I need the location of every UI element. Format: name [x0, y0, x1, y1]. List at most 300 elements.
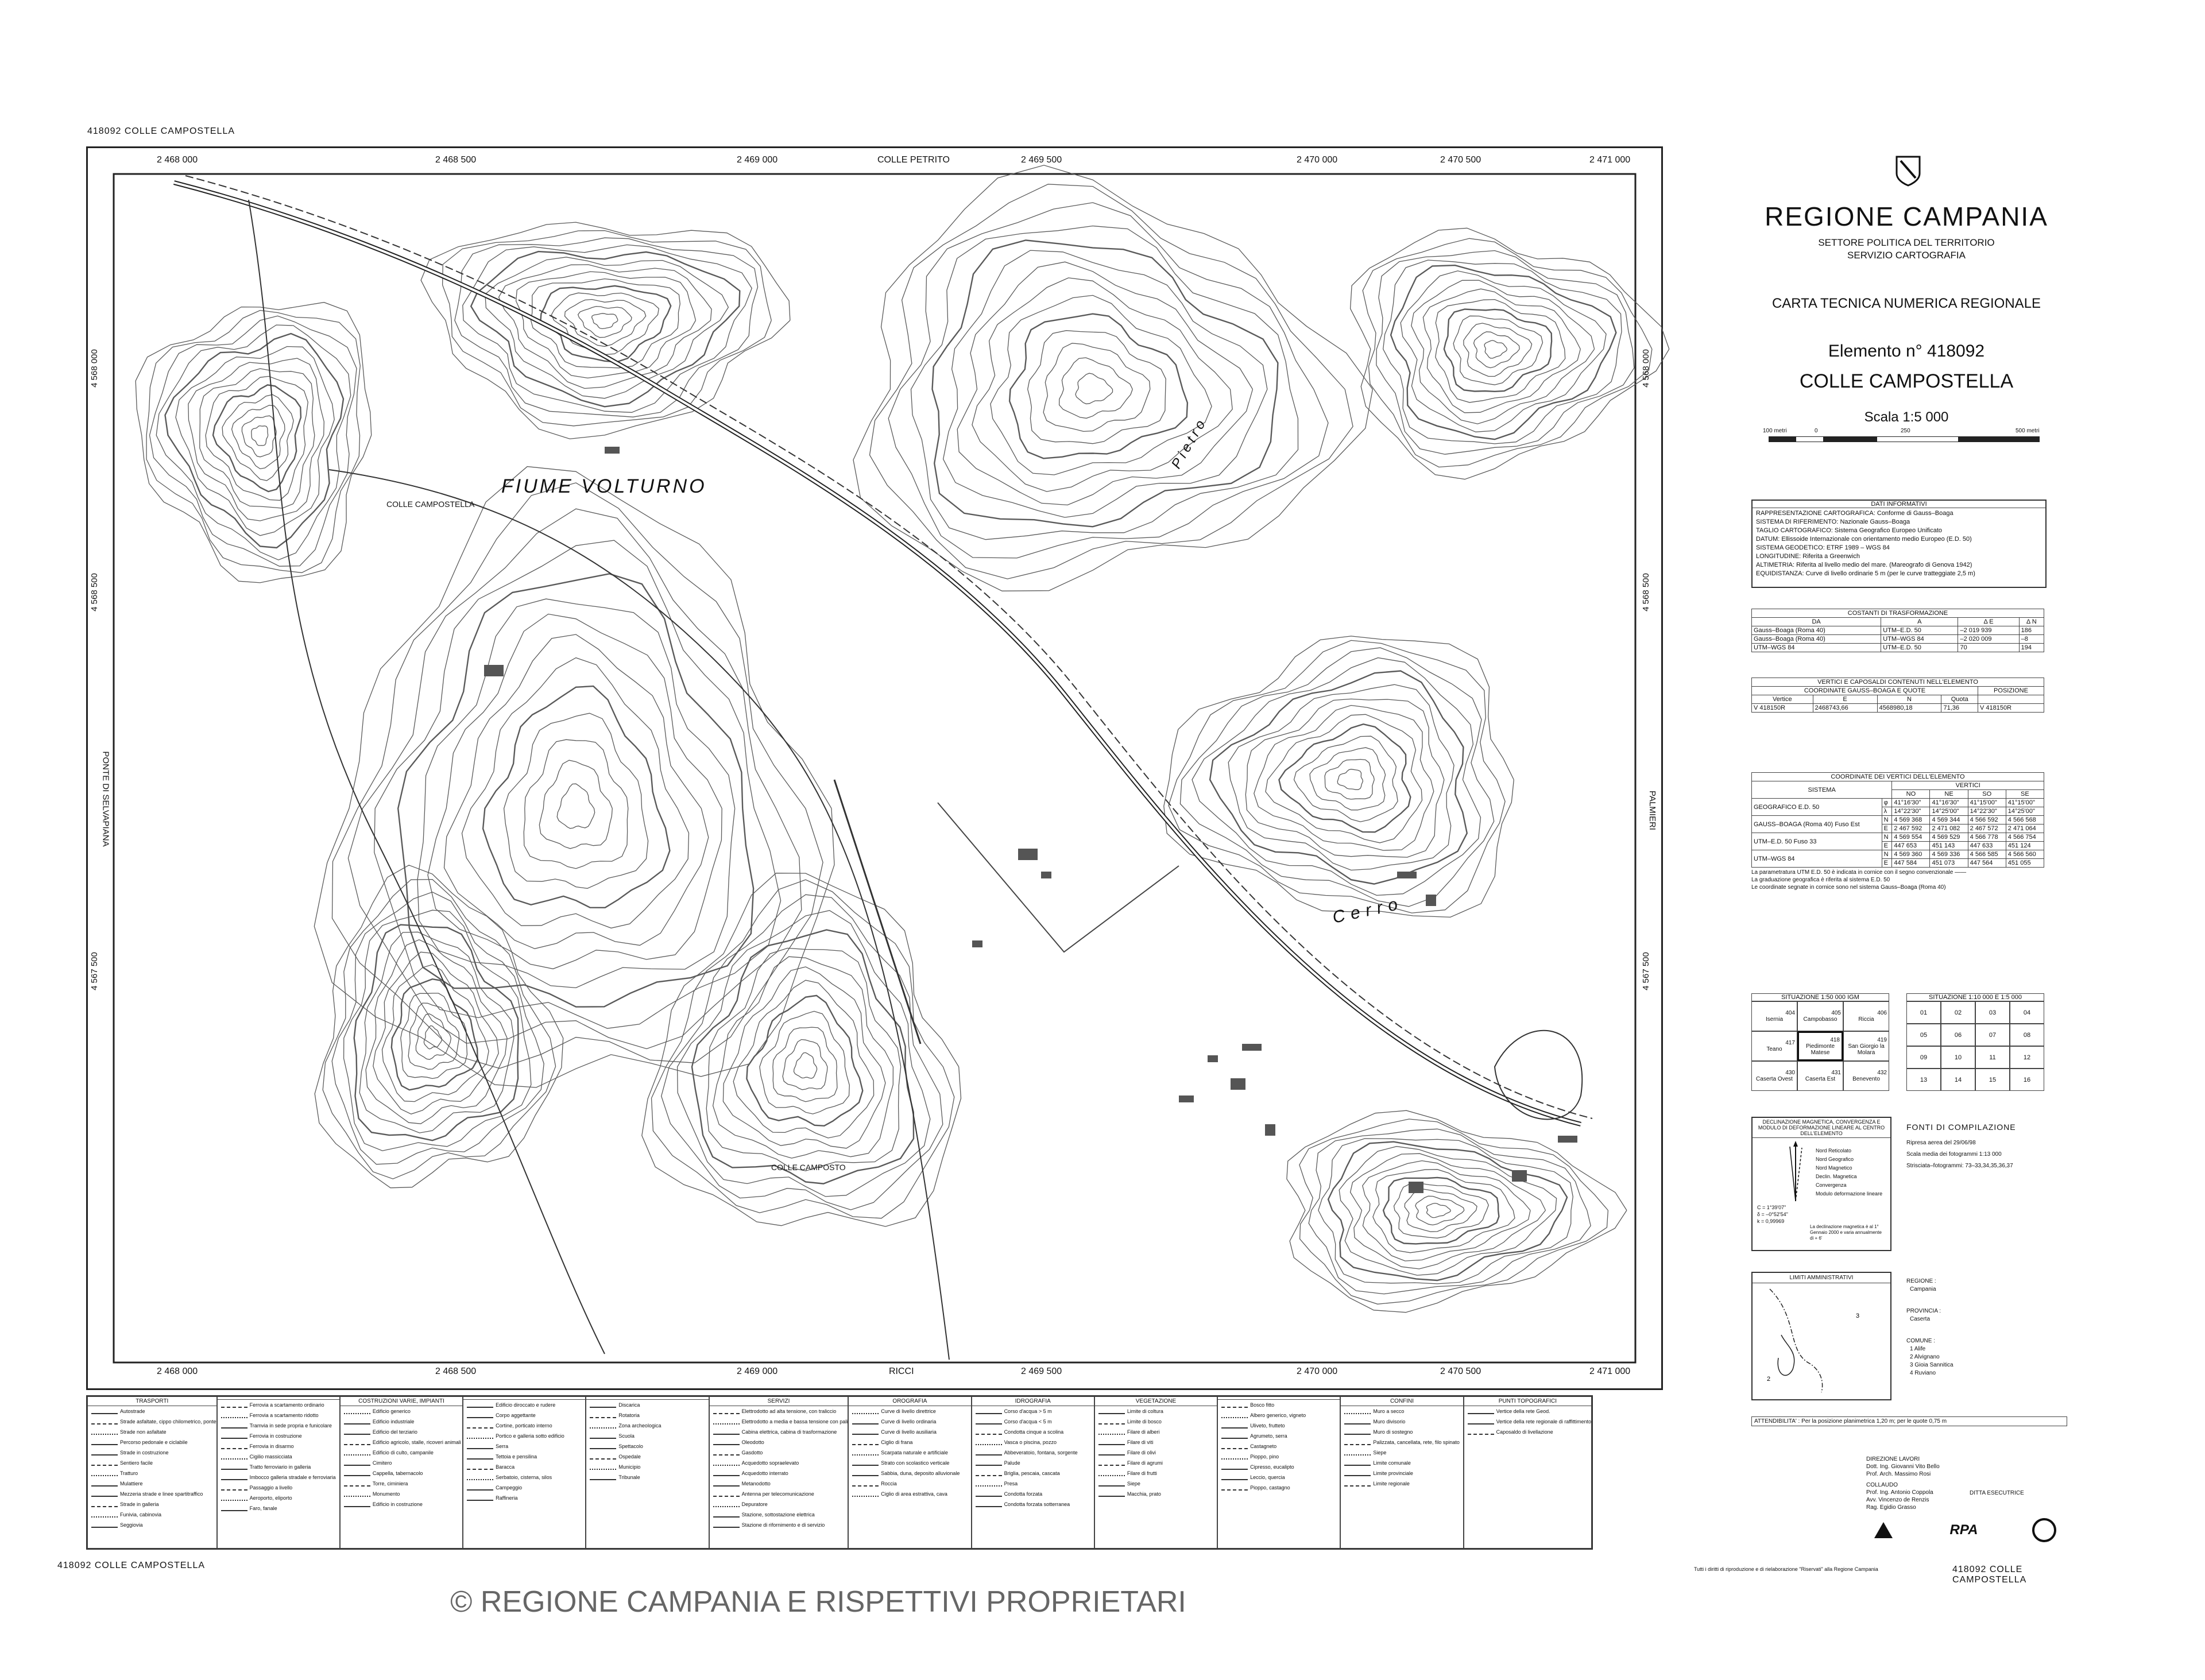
contour-line [1009, 314, 1187, 459]
legend-item [1341, 1478, 1463, 1489]
grid-label: 4 567 500 [1641, 952, 1651, 990]
sheet-cell[interactable]: 05 [1906, 1024, 1941, 1046]
svg-text:2: 2 [1767, 1376, 1771, 1383]
legend-symbol [1221, 1485, 1248, 1491]
grid-label: 2 469 500 [1021, 1367, 1062, 1376]
legend-label: Cappella, tabernacolo [372, 1470, 423, 1476]
legend-item [586, 1472, 708, 1482]
table-cell: 447 653 [1892, 842, 1930, 850]
legend-label: Edificio di culto, campanile [372, 1450, 434, 1456]
legend-symbol [590, 1474, 616, 1480]
table-header: NO [1892, 790, 1930, 799]
legend-symbol [590, 1454, 616, 1460]
table-cell: 41°15'00" [2006, 799, 2044, 807]
map-sheet[interactable] [86, 146, 1663, 1390]
legend-item [710, 1416, 848, 1427]
sheet-cell[interactable] [1797, 1001, 1843, 1031]
sheet-number: 418 [1830, 1036, 1840, 1043]
legend-symbol [1221, 1433, 1248, 1439]
comune-item: 1 Alife [1910, 1346, 1926, 1352]
declination-legend-item: Nord Magnetico [1816, 1165, 1852, 1171]
legend-item [586, 1441, 708, 1451]
table-cell: 41°16'30" [1930, 799, 1968, 807]
legend-symbol [467, 1464, 493, 1470]
contour-line [723, 967, 885, 1148]
info-line: ALTIMETRIA: Riferita al livello medio del mare. (Mareografo di Genova 1942) [1756, 562, 1972, 568]
sheet-cell[interactable]: 10 [1941, 1046, 1975, 1069]
legend-symbol [590, 1443, 616, 1449]
legend-label: Acquedotto interrato [741, 1470, 788, 1476]
sheet-name: Piedimonte Matese [1805, 1043, 1835, 1056]
legend-label: Elettrodotto a media e bassa tensione con pali [741, 1419, 848, 1424]
legend-symbol [91, 1470, 118, 1476]
sheet-name: Campobasso [1803, 1016, 1838, 1023]
contour-line [206, 376, 308, 500]
legend-item [586, 1462, 708, 1472]
axis-cell: N [1882, 850, 1892, 859]
legend-column-title: VEGETAZIONE [1095, 1397, 1217, 1406]
axis-cell: N [1882, 816, 1892, 824]
legend-label: Sentiero facile [120, 1460, 153, 1466]
table-cell: 2468743,66 [1813, 704, 1877, 713]
contour-line [870, 184, 1353, 579]
sheet-number: 431 [1831, 1070, 1841, 1076]
legend-label: Ferrovia in disarmo [249, 1443, 294, 1449]
legend-label: Presa [1004, 1481, 1018, 1487]
sheet-cell[interactable]: 02 [1941, 1001, 1975, 1024]
legend-symbol [344, 1429, 370, 1435]
legend-symbol [344, 1439, 370, 1445]
legend-label: Curve di livello direttrice [881, 1408, 936, 1414]
credit-name: Dott. Ing. Giovanni Vito Bello [1866, 1464, 1940, 1470]
declination-legend-item: Nord Reticolato [1816, 1148, 1852, 1153]
legend-symbol [976, 1470, 1002, 1476]
legend-item [972, 1416, 1094, 1427]
table-cell: UTM–WGS 84 [1752, 644, 1881, 652]
legend-symbol [1098, 1439, 1125, 1445]
grid-label: 4 568 500 [89, 573, 99, 611]
legend-item [972, 1458, 1094, 1468]
credit-name: Avv. Vincenzo de Renzis [1866, 1497, 1929, 1503]
legend-column-title: OROGRAFIA [849, 1397, 970, 1406]
legend-symbol [344, 1481, 370, 1487]
declination-legend-item: Declin. Magnetica [1816, 1174, 1857, 1179]
situation-50k [1751, 993, 1889, 1091]
contractor-logo-2: RPA [1949, 1522, 1978, 1538]
credit-name: Prof. Ing. Antonio Coppola [1866, 1489, 1933, 1496]
system-cell: GEOGRAFICO E.D. 50 [1752, 799, 1882, 816]
info-lines [1753, 508, 2045, 579]
legend-item [849, 1478, 970, 1489]
legend-label: Cortine, porticato interno [496, 1423, 552, 1429]
table-cell: Gauss–Boaga (Roma 40) [1752, 626, 1881, 635]
legend-symbol [1221, 1423, 1248, 1429]
legend-item [1341, 1406, 1463, 1416]
table-cell: 4 566 778 [1968, 833, 2006, 842]
contour-line [1059, 358, 1133, 418]
contour-line [541, 286, 671, 362]
contour-line [1484, 340, 1507, 358]
table-cell: V 418150R [1978, 704, 2044, 713]
legend-label: Raffineria [496, 1495, 518, 1501]
comune-label: COMUNE : [1906, 1338, 1935, 1344]
sheet-cell[interactable]: 03 [1975, 1001, 2010, 1024]
legend-label: Rotatoria [618, 1412, 640, 1418]
legend-item [586, 1410, 708, 1420]
legend-label: Curve di livello ausiliaria [881, 1429, 937, 1435]
building [1231, 1078, 1245, 1090]
sheet-cell[interactable]: 13 [1906, 1069, 1941, 1091]
info-line: LONGITUDINE: Riferita a Greenwich [1756, 553, 1860, 560]
vertices-position: POSIZIONE [1978, 687, 2044, 695]
legend-symbol [1221, 1474, 1248, 1480]
sheet-cell[interactable] [1797, 1061, 1843, 1091]
legend-item [1095, 1468, 1217, 1478]
legend-label: Serra [496, 1443, 509, 1449]
legend-item [710, 1447, 848, 1458]
svg-text:3: 3 [1856, 1313, 1860, 1319]
declination-box [1751, 1117, 1891, 1251]
table-cell: 4 566 568 [2006, 816, 2044, 824]
grid-label: 2 469 000 [737, 155, 778, 165]
table-row [1752, 816, 2044, 824]
legend-label: Tribunale [618, 1474, 640, 1480]
contour-line [783, 1040, 827, 1090]
sheet-cell[interactable]: 04 [2010, 1001, 2044, 1024]
contour-line [1444, 309, 1552, 392]
legend-item [341, 1406, 462, 1416]
legend-symbol [467, 1485, 493, 1491]
legend-label: Condotta cinque a scolina [1004, 1429, 1064, 1435]
contour-line [592, 313, 618, 329]
sheet-cell[interactable] [1843, 1031, 1889, 1061]
contour-line [972, 278, 1232, 491]
accuracy-note: ATTENDIBILITA' : Per la posizione planimetrica 1,20 m; per le quote 0,75 m [1751, 1416, 2067, 1426]
building [1265, 1124, 1275, 1136]
legend-item [218, 1441, 339, 1451]
legend-symbol [221, 1485, 247, 1491]
table-cell: 14°22'30" [1892, 807, 1930, 816]
legend-column [1464, 1396, 1592, 1549]
legend-label: Scarpata naturale e artificiale [881, 1450, 948, 1456]
contour-line [1192, 658, 1481, 896]
legend-label: Curve di livello ordinaria [881, 1419, 937, 1424]
table-row [1752, 799, 2044, 807]
legend-symbol [713, 1522, 740, 1528]
table-cell: 4568980,18 [1877, 704, 1941, 713]
contour-line [1436, 300, 1565, 402]
sheet-cell[interactable]: 01 [1906, 1001, 1941, 1024]
table-header: Δ E [1958, 618, 2019, 626]
grid-label: 2 468 000 [157, 155, 198, 165]
legend-symbol [1344, 1419, 1371, 1424]
sheet-cell[interactable]: 11 [1975, 1046, 2010, 1069]
legend-label: Macchia, prato [1127, 1491, 1161, 1497]
legend-symbol [91, 1408, 118, 1414]
sheet-cell[interactable] [1797, 1031, 1843, 1061]
table-cell: 41°15'00" [1968, 799, 2006, 807]
legend-symbol [91, 1439, 118, 1445]
legend-label: Mulattiere [120, 1481, 143, 1487]
scale-label: Scala 1:5 000 [1864, 409, 1949, 425]
declination-value: k = 0,99969 [1757, 1218, 1785, 1224]
legend-item [1464, 1427, 1591, 1437]
table-cell: UTM–E.D. 50 [1881, 644, 1958, 652]
sheet-cell[interactable] [1843, 1001, 1889, 1031]
coords-notes [1751, 869, 2044, 891]
legend-label: Passaggio a livello [249, 1485, 293, 1491]
legend-item [341, 1437, 462, 1447]
legend-label: Torre, ciminiera [372, 1481, 408, 1487]
legend-symbol [467, 1454, 493, 1460]
table-cell: –2 019 939 [1958, 626, 2019, 635]
legend-label: Discarica [618, 1402, 640, 1408]
grid-label: 2 470 000 [1297, 155, 1338, 165]
legend-item [88, 1509, 216, 1520]
legend-item [710, 1509, 848, 1520]
legend-symbol [976, 1460, 1002, 1466]
legend-label: Edificio in costruzione [372, 1501, 423, 1507]
grid-label: 4 568 000 [89, 349, 99, 388]
legend-symbol [590, 1402, 616, 1408]
table-row [1752, 773, 2044, 781]
legend-symbol [1098, 1408, 1125, 1414]
axis-cell: E [1882, 859, 1892, 868]
sheet-number: 417 [1785, 1040, 1795, 1046]
legend-symbol [976, 1439, 1002, 1445]
legend-label: Antenna per telecomunicazione [741, 1491, 814, 1497]
credit-name: Prof. Arch. Massimo Rosi [1866, 1471, 1931, 1477]
legend-item [463, 1472, 585, 1482]
table-row [1752, 635, 2044, 644]
legend-symbol [1344, 1450, 1371, 1456]
legend-item [1464, 1416, 1591, 1427]
legend-symbol [1344, 1408, 1371, 1414]
legend-item [586, 1431, 708, 1441]
legend-label: Palizzata, cancellata, rete, filo spinato [1373, 1439, 1460, 1445]
sheet-cell[interactable]: 14 [1941, 1069, 1975, 1091]
table-cell: 451 073 [1930, 859, 1968, 868]
legend-label: Tettoia e pensilina [496, 1454, 537, 1460]
highway [174, 183, 1581, 1124]
credits [1866, 1456, 2061, 1511]
legend-label: Cabina elettrica, cabina di trasformazione [741, 1429, 837, 1435]
sheet-cell[interactable]: 06 [1941, 1024, 1975, 1046]
locality-cerro: Cerro [1330, 893, 1405, 927]
system-cell: UTM–WGS 84 [1752, 850, 1882, 868]
table-cell: –8 [2019, 635, 2044, 644]
sheet-cell[interactable]: 16 [2010, 1069, 2044, 1091]
legend-label: Uliveto, frutteto [1250, 1423, 1285, 1429]
sheet-cell[interactable]: 09 [1906, 1046, 1941, 1069]
legend-item [88, 1447, 216, 1458]
legend-label: Corso d'acqua < 5 m [1004, 1419, 1052, 1424]
contour-line [188, 358, 324, 521]
legend-symbol [221, 1505, 247, 1511]
table-cell: 4 569 554 [1892, 833, 1930, 842]
table-row [1752, 626, 2044, 635]
legend-label: Condotta forzata sotterranea [1004, 1501, 1070, 1507]
legend-item [88, 1520, 216, 1530]
grid-label: 4 568 000 [1641, 349, 1651, 388]
sheet-name: Caserta Ovest [1756, 1076, 1793, 1082]
legend-symbol [1344, 1429, 1371, 1435]
legend-item [88, 1458, 216, 1468]
building [1397, 872, 1417, 878]
legend-item [849, 1406, 970, 1416]
info-line: SISTEMA DI RIFERIMENTO: Nazionale Gauss–Boaga [1756, 518, 1910, 525]
legend-item [463, 1431, 585, 1441]
sector-title: SETTORE POLITICA DEL TERRITORIO [1818, 237, 1995, 248]
frame-labels-left [89, 174, 111, 1362]
sheet-cell[interactable] [1843, 1061, 1889, 1091]
legend-label: Cigilio massicciata [249, 1454, 292, 1460]
table-cell: 14°25'00" [2006, 807, 2044, 816]
contractor-logos [1866, 1519, 2061, 1542]
contour-line [424, 1026, 442, 1049]
highway-inner [174, 183, 1581, 1124]
legend-symbol [976, 1491, 1002, 1497]
sheet-cell[interactable]: 15 [1975, 1069, 2010, 1091]
legend-label: Limite comunale [1373, 1460, 1411, 1466]
sheet-cell[interactable]: 12 [2010, 1046, 2044, 1069]
legend-item [710, 1478, 848, 1489]
table-cell: 2 467 592 [1892, 824, 1930, 833]
declination-legend-item: Modulo deformazione lineare [1816, 1191, 1883, 1197]
building [484, 665, 504, 676]
legend-symbol [467, 1402, 493, 1408]
legend-symbol [344, 1501, 370, 1507]
legend-item [1095, 1437, 1217, 1447]
legend-symbol [1468, 1408, 1494, 1414]
legend-label: Vertice della rete regionale di raffittimento [1496, 1419, 1592, 1424]
legend-label: Castagneto [1250, 1443, 1277, 1449]
legend-item [341, 1468, 462, 1478]
legend-label: Sabbia, duna, deposito alluvionale [881, 1470, 960, 1476]
legend-item [972, 1437, 1094, 1447]
system-cell: UTM–E.D. 50 Fuso 33 [1752, 833, 1882, 850]
legend-label: Limite provinciale [1373, 1470, 1413, 1476]
legend-item [849, 1447, 970, 1458]
legend-item [1218, 1410, 1340, 1420]
legend-symbol [467, 1474, 493, 1480]
rights-note: Tutti i diritti di riproduzione e di rielaborazione "Riservati" alla Regione Campania [1694, 1566, 1878, 1572]
contour-line [1169, 640, 1505, 913]
table-cell: 447 564 [1968, 859, 2006, 868]
legend-label: Stazione di rifornimento e di servizio [741, 1522, 825, 1528]
table-cell: 70 [1958, 644, 2019, 652]
legend-label: Funivia, cabinovia [120, 1512, 162, 1518]
situation-10k [1906, 993, 2044, 1091]
legend-label: Corso d'acqua > 5 m [1004, 1408, 1052, 1414]
sheet-cell[interactable] [1751, 1061, 1797, 1091]
legend-symbol [91, 1419, 118, 1424]
legend-column [709, 1396, 849, 1549]
legend-label: Limite di coltura [1127, 1408, 1163, 1414]
contour-line [557, 784, 594, 829]
legend-item [972, 1468, 1094, 1478]
legend-item [849, 1416, 970, 1427]
legend-item [88, 1489, 216, 1499]
contour-line [1401, 271, 1606, 432]
legend-label: Autostrade [120, 1408, 145, 1414]
sheet-cell[interactable] [1751, 1001, 1797, 1031]
legend-symbol [91, 1460, 118, 1466]
building [1426, 895, 1436, 906]
table-cell: 447 633 [1968, 842, 2006, 850]
legend-label: Municipio [618, 1464, 641, 1470]
legend-item [710, 1427, 848, 1437]
sheet-cell[interactable]: 07 [1975, 1024, 2010, 1046]
legend-label: Acquedotto sopraelevato [741, 1460, 799, 1466]
legend-column [463, 1396, 586, 1549]
legend-symbol [1098, 1450, 1125, 1456]
legend-symbol [1098, 1460, 1125, 1466]
legend-label: Condotta forzata [1004, 1491, 1043, 1497]
legend-symbol [713, 1460, 740, 1466]
grid-label: 2 469 000 [737, 1367, 778, 1376]
legend-symbol [221, 1464, 247, 1470]
legend-symbol [976, 1429, 1002, 1435]
sheet-name: Teano [1766, 1046, 1782, 1052]
contour-line [1411, 280, 1595, 424]
legend-column [340, 1396, 463, 1549]
legend-item [972, 1478, 1094, 1489]
legend-item [1218, 1472, 1340, 1482]
legend-label: Seggiovia [120, 1522, 143, 1528]
legend-label: Edificio del terziario [372, 1429, 417, 1435]
contour-line [483, 686, 670, 908]
legend-item [1218, 1451, 1340, 1462]
product-title: CARTA TECNICA NUMERICA REGIONALE [1771, 296, 2041, 311]
legend-label: Aeroporto, eliporto [249, 1495, 292, 1501]
table-title: COORDINATE DEI VERTICI DELL'ELEMENTO [1752, 773, 2044, 781]
legend-label: Vertice della rete Geod. [1496, 1408, 1550, 1414]
legend-label: Metanodotto [741, 1481, 771, 1487]
legend-label: Bosco fitto [1250, 1402, 1275, 1408]
legend-item [586, 1451, 708, 1462]
legend-label: Ferrovia a scartamento ordinario [249, 1402, 324, 1408]
sheet-cell[interactable]: 08 [2010, 1024, 2044, 1046]
legend-label: Muro di sostegno [1373, 1429, 1413, 1435]
legend-label: Zona archeologica [618, 1423, 662, 1429]
legend-label: Percorso pedonale e ciclabile [120, 1439, 188, 1445]
contour-line [1383, 1178, 1499, 1244]
table-header: N [1877, 695, 1941, 704]
building [1208, 1055, 1218, 1062]
legend-item [972, 1499, 1094, 1509]
building [972, 940, 982, 947]
legend-item [341, 1478, 462, 1489]
legend-item [88, 1478, 216, 1489]
legend-item [463, 1441, 585, 1451]
table-cell: 447 584 [1892, 859, 1930, 868]
legend-item [88, 1406, 216, 1416]
legend-label: Oleodotto [741, 1439, 764, 1445]
legend-item [849, 1458, 970, 1468]
legend-symbol [344, 1408, 370, 1414]
buildings-layer [484, 447, 1577, 1193]
copyright-notice: © REGIONE CAMPANIA E RISPETTIVI PROPRIETARI [450, 1585, 1186, 1619]
legend-item [710, 1520, 848, 1530]
legend-symbol [221, 1474, 247, 1480]
comune-item: 2 Alvignano [1910, 1354, 1940, 1360]
legend-label: Roccia [881, 1481, 897, 1487]
legend-symbol [713, 1470, 740, 1476]
legend-symbol [221, 1412, 247, 1418]
sheet-cell[interactable] [1751, 1031, 1797, 1061]
legend-column [848, 1396, 971, 1549]
